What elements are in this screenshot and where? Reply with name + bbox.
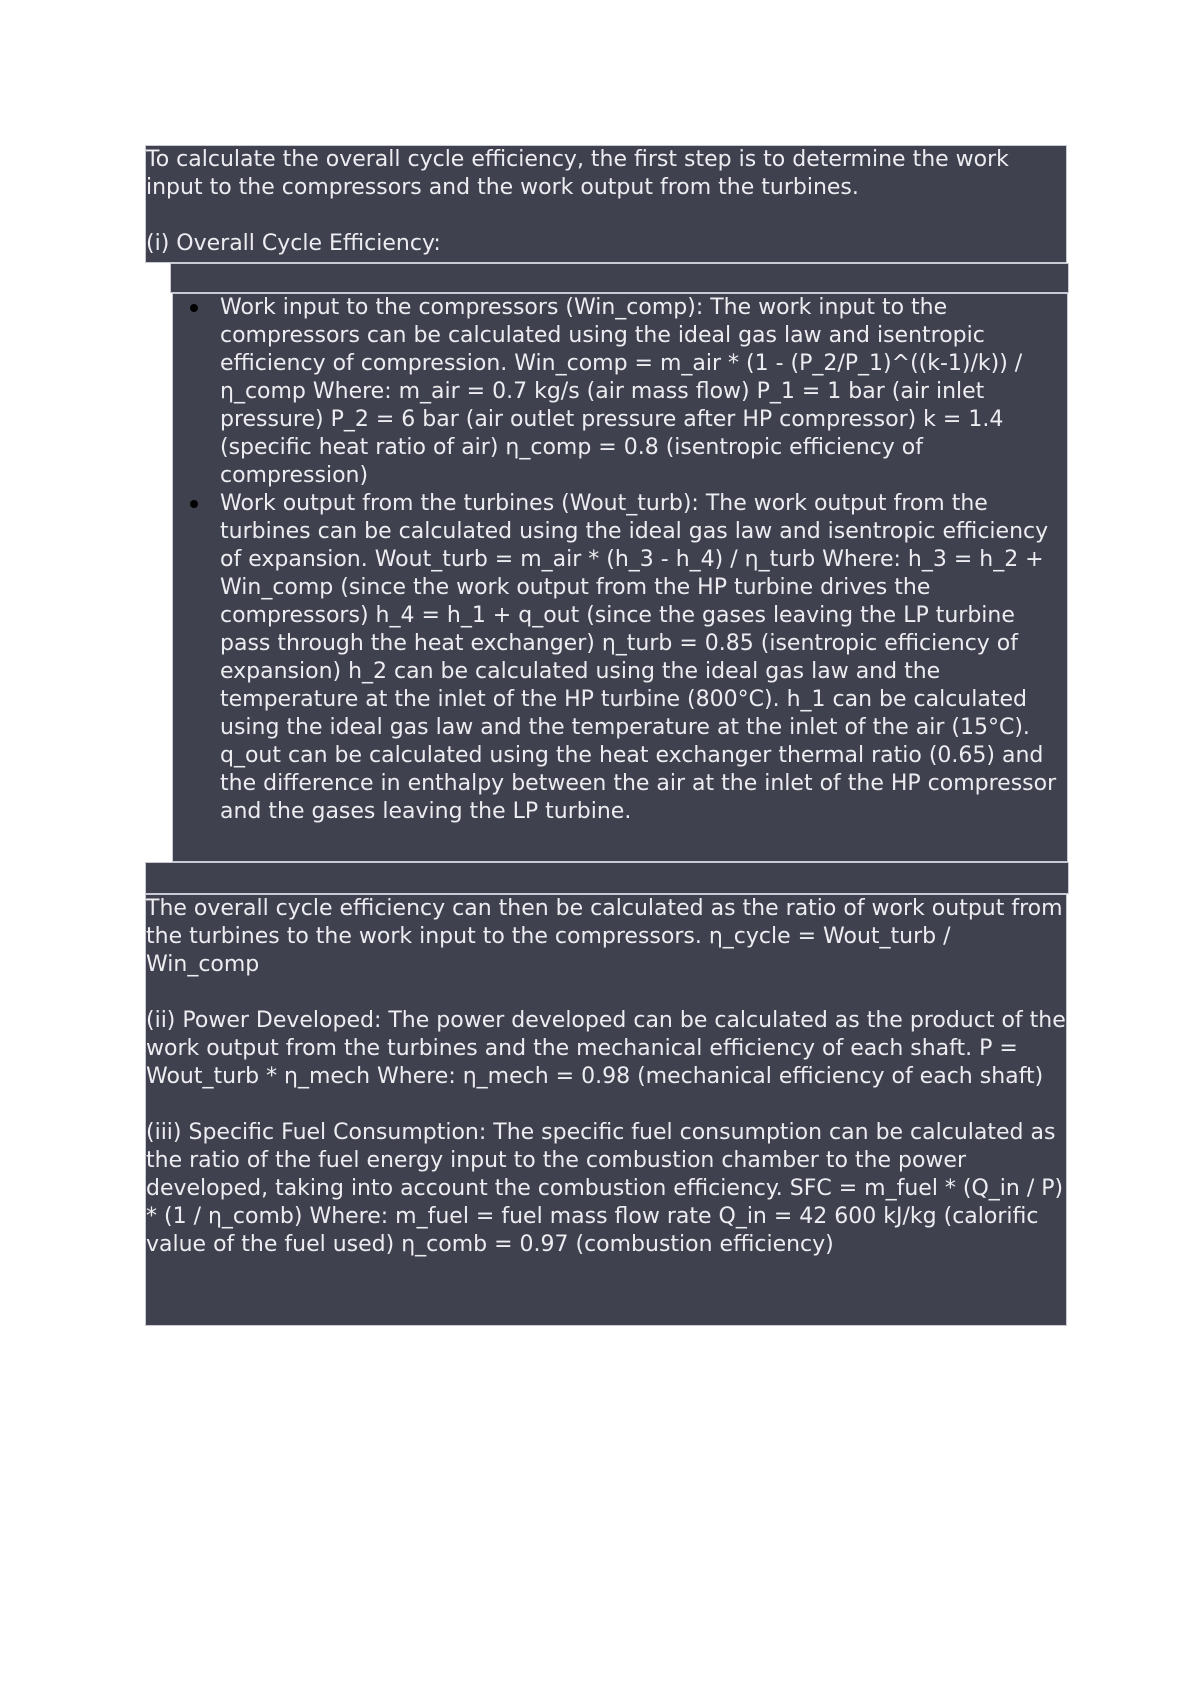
intro-text: To calculate the overall cycle efficiency, the first step is to determine the work input to the compressors and the work output from the turbines.	[146, 147, 1009, 200]
list-item	[220, 490, 1067, 826]
intro-block	[145, 145, 1067, 263]
list-item	[220, 294, 1067, 490]
bullet-list-block	[172, 293, 1068, 862]
bullet-icon	[190, 500, 198, 508]
separator-band	[170, 263, 1069, 293]
specific-fuel-consumption-text: (iii) Specific Fuel Consumption: The specific fuel consumption can be calculated as the ratio of the fuel energy input to the combustion chamber to the power developed, taking into account the combustion efficiency. SFC = m_fuel * (Q_in / P) * (1 / η_comb) Where: m_fuel = fuel mass flow rate Q_in = 42 600 kJ/kg (calorific value of the fuel used) η_comb = 0.97 (combustion efficiency)	[146, 1120, 1064, 1257]
cycle-efficiency-text: The overall cycle efficiency can then be calculated as the ratio of work output from the turbines to the work input to the compressors. η_cycle = Wout_turb / Win_comp	[146, 896, 1063, 977]
power-developed-text: (ii) Power Developed: The power developed can be calculated as the product of the work output from the turbines and the mechanical efficiency of each shaft. P = Wout_turb * η_mech Where: η_mech = 0.98 (mechanical efficiency of each shaft)	[146, 1008, 1066, 1089]
bullet-text-work-output: Work output from the turbines (Wout_turb): The work output from the turbines can be calculated using the ideal gas law and isentropic efficiency of expansion. Wout_turb = m_air * (h_3 - h_4) / η_turb Where: h_3 = h_2 + Win_comp (since the work output from the HP turbine drives the compressors) h_4 = h_1 + q_out (since the gases leaving the LP turbine pass through the heat exchanger) η_turb = 0.85 (isentropic efficiency of expansion) h_2 can be calculated using the ideal gas law and the temperature at the inlet of the HP turbine (800°C). h_1 can be calculated using the ideal gas law and the temperature at the inlet of the air (15°C). q_out can be calculated using the heat exchanger thermal ratio (0.65) and the difference in enthalpy between the air at the inlet of the HP compressor and the gases leaving the LP turbine.	[220, 491, 1057, 824]
section-heading-overall-cycle-efficiency: (i) Overall Cycle Efficiency:	[146, 231, 441, 256]
bullet-list	[173, 294, 1067, 826]
bullet-text-work-input: Work input to the compressors (Win_comp): The work input to the compressors can be calculated using the ideal gas law and isentropic efficiency of compression. Win_comp = m_air * (1 - (P_2/P_1)^((k-1)/k)) / η_comp Where: m_air = 0.7 kg/s (air mass flow) P_1 = 1 bar (air inlet pressure) P_2 = 6 bar (air outlet pressure after HP compressor) k = 1.4 (specific heat ratio of air) η_comp = 0.8 (isentropic efficiency of compression)	[220, 295, 1023, 488]
separator-band	[145, 862, 1069, 894]
bullet-icon	[190, 304, 198, 312]
conclusion-block	[145, 894, 1067, 1326]
